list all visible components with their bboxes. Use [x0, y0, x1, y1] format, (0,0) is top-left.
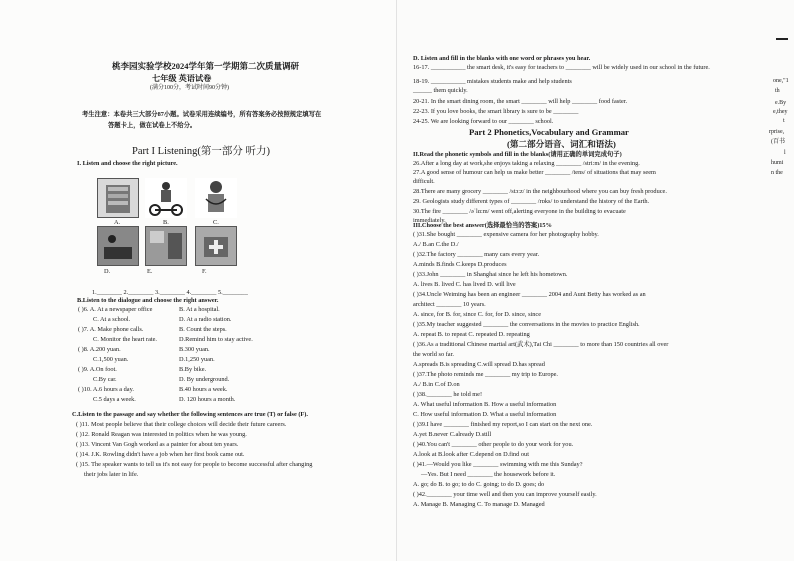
fill-20-21: 20-21. In the smart dining room, the smart ________ will help ________ food faster. [413, 98, 628, 105]
mc-40-options: A.look at B.look after C.depend on D.find out [413, 451, 529, 458]
mc-41-options: A. go; do B. to go; to do C. going; to do D. goes; do [413, 481, 545, 488]
mc-38-options-cd: C. How useful information D. What a useful information [413, 411, 557, 418]
section-ii-title: II.Read the phonetic symbols and fill in the blanks(请用正确的单词完成句子) [413, 151, 622, 158]
edge-fragment: n the [771, 170, 783, 176]
statement-15-cont: their jobs later in life. [84, 471, 139, 478]
exam-meta: (满分100分，考试时间90分钟) [150, 85, 229, 91]
part2-title: Part 2 Phonetics,Vocabulary and Grammar [469, 127, 629, 137]
picture-e [145, 226, 187, 266]
section-d-title: D. Listen and fill in the blanks with one word or phrases you hear. [413, 55, 591, 62]
part2-subtitle: (第二部分语音、词汇和语法) [507, 139, 616, 149]
option-8a: ( )8. A.200 yuan. [78, 346, 121, 353]
option-8d: D.1,250 yuan. [179, 356, 215, 363]
office-icon [146, 227, 186, 265]
picture-label-e: E. [147, 268, 153, 275]
phonetic-30-cont: immediately. [413, 217, 446, 224]
part1-title: Part I Listening(第一部分 听力) [132, 146, 270, 157]
edge-fragment: (百书 [771, 139, 785, 145]
section-b-title: B.Listen to the dialogue and choose the right answer. [77, 297, 219, 304]
option-7b: B. Count the steps. [179, 326, 227, 333]
section-c-title: C.Listen to the passage and say whether the following sentences are true (T) or false (F). [72, 411, 308, 418]
mc-37-options: A./ B.in C.of D.on [413, 381, 460, 388]
mc-35-options: A. repeat B. to repeat C. repeated D. repeating [413, 331, 530, 338]
statement-11: ( )11. Most people believe that their college choices will decide their future careers. [76, 421, 287, 428]
statement-15: ( )15. The speaker wants to tell us it's not easy for people to become successful after changing [76, 461, 313, 468]
edge-fragment: t [783, 118, 785, 124]
option-10a: ( )10. A.6 hours a day. [78, 386, 134, 393]
mc-33: ( )33.John ________ in Shanghai since he left his hometown. [413, 271, 568, 278]
picture-a [97, 178, 139, 218]
option-10b: B.40 hours a week. [179, 386, 228, 393]
picture-label-f: F. [202, 268, 207, 275]
option-6c: C. At a school. [93, 316, 131, 323]
edge-fragment: th [775, 88, 780, 94]
picture-d [97, 226, 139, 266]
mc-41-cont: —Yes. But I need ________ the housework before it. [421, 471, 556, 478]
mc-36-cont: the world so far. [413, 351, 454, 358]
mc-34: ( )34.Uncle Weiming has been an engineer ________ 2004 and Aunt Betty has worked as an [413, 291, 646, 298]
hospital-icon [196, 227, 236, 265]
option-9d: D. By underground. [179, 376, 230, 383]
edge-fragment: e,they [773, 109, 788, 115]
fill-22-23: 22-23. If you love books, the smart library is sure to be ________ [413, 108, 579, 115]
option-7c: C. Monitor the heart rate. [93, 336, 157, 343]
mc-34-options: A. since, for B. for, since C. for, for D. since, since [413, 311, 542, 318]
notice-line-1: 考生注意：本卷共三大部分87小题。试卷采用连续编号，所有答案务必按照规定填写在 [82, 111, 322, 118]
edge-mark [776, 38, 788, 40]
picture-label-b: B. [163, 219, 169, 226]
section-i-answer-blanks: 1.________ 2.________ 3.________ 4.________ 5.________ [92, 289, 248, 296]
section-i-title: I. Listen and choose the right picture. [77, 160, 178, 167]
phonetic-30: 30.The fire ________ /əˈlɑ:m/ went off,alerting everyone in the building to evacuate [413, 208, 626, 215]
exam-title: 桃李园实验学校2024学年第一学期第二次质量调研 [112, 61, 300, 71]
option-7a: ( )7. A. Make phone calls. [78, 326, 144, 333]
mc-38-options-ab: A. What useful information B. How a useful information [413, 401, 557, 408]
doctor-icon [196, 179, 236, 217]
edge-fragment: e.By [775, 100, 787, 106]
option-8c: C.1,500 yuan. [93, 356, 129, 363]
mc-36-options: A.spreads B.is spreading C.will spread D.has spread [413, 361, 545, 368]
mc-31: ( )31.She bought ________ expensive camera for her photography hobby. [413, 231, 599, 238]
statement-14: ( )14. J.K. Rowling didn't have a job when her first book came out. [76, 451, 245, 458]
fill-18-19: 18-19. ___________ mistakes students make and help students [413, 78, 572, 85]
edge-fragment: humi [771, 160, 784, 166]
phonetic-29: 29. Geologists study different types of ________ /rɒks/ to understand the history of the Earth. [413, 198, 650, 205]
mc-32: ( )32.The factory ________ many cars every year. [413, 251, 540, 258]
option-7d: D.Remind him to stay active. [179, 336, 253, 343]
mc-31-options: A./ B.an C.the D./ [413, 241, 459, 248]
fill-18-19-cont: ______ them quickly. [413, 87, 468, 94]
mc-37: ( )37.The photo reminds me ________ my trip to Europe. [413, 371, 558, 378]
option-9a: ( )9. A.On foot. [78, 366, 117, 373]
statement-12: ( )12. Ronald Reagan was interested in politics when he was young. [76, 431, 247, 438]
phonetic-28: 28.There are many grocery ________ /stɔ:z/ in the neighbourhood where you can buy fresh produce. [413, 188, 667, 195]
edge-fragment: rprise, [769, 129, 785, 135]
mc-40: ( )40.You can't ________ other people to do your work for you. [413, 441, 574, 448]
phonetic-26: 26.After a long day at work,she enjoys taking a relaxing ________ /stri:m/ in the evening. [413, 160, 640, 167]
right-page [397, 0, 794, 561]
picture-label-c: C. [213, 219, 219, 226]
option-6a: ( )6. A. At a newspaper office [78, 306, 153, 313]
section-iii-title: III.Choose the best answer(选择最恰当的答案)15% [413, 222, 552, 229]
fill-24-25: 24-25. We are looking forward to our ________ school. [413, 118, 554, 125]
picture-c [195, 178, 237, 218]
option-6b: B. At a hospital. [179, 306, 220, 313]
radio-studio-icon [98, 227, 138, 265]
mc-36: ( )36.As a traditional Chinese martial art(武术),Tai Chi ________ to more than 150 countries all over [413, 341, 669, 348]
books-icon [98, 179, 138, 217]
mc-42-options: A. Manage B. Managing C. To manage D. Managed [413, 501, 545, 508]
mc-34-cont: architect ________ 10 years. [413, 301, 486, 308]
exam-subtitle: 七年级 英语试卷 [152, 74, 212, 83]
notice-line-2: 答题卡上，做在试卷上不给分。 [108, 122, 197, 129]
option-9c: C.By car. [93, 376, 117, 383]
option-8b: B.300 yuan. [179, 346, 210, 353]
mc-32-options: A.minds B.finds C.keeps D.produces [413, 261, 507, 268]
option-10c: C.5 days a week. [93, 396, 136, 403]
mc-38: ( )38.________ he told me! [413, 391, 483, 398]
mc-41: ( )41.—Would you like ________ swimming with me this Sunday? [413, 461, 583, 468]
statement-13: ( )13. Vincent Van Gogh worked as a painter for about ten years. [76, 441, 239, 448]
mc-39: ( )39.I have ________ finished my report,so I can start on the next one. [413, 421, 593, 428]
picture-label-a: A. [114, 219, 121, 226]
fill-16-17: 16-17. ___________ the smart desk, it's easy for teachers to ________ will be widely used in our school in the future. [413, 64, 710, 71]
option-10d: D. 120 hours a month. [179, 396, 236, 403]
picture-f [195, 226, 237, 266]
mc-42: ( )42.________ your time well and then you can improve yourself easily. [413, 491, 597, 498]
edge-fragment: one,"1 [773, 78, 789, 84]
mc-39-options: A.yet B.never C.already D.still [413, 431, 492, 438]
picture-label-d: D. [104, 268, 111, 275]
mc-35: ( )35.My teacher suggested ________ the conversations in the movies to practice English. [413, 321, 640, 328]
edge-fragment: l [784, 150, 786, 156]
phonetic-27-cont: difficult. [413, 178, 435, 185]
option-9b: B.By bike. [179, 366, 207, 373]
mc-33-options: A. lives B. lived C. has lived D. will live [413, 281, 516, 288]
phonetic-27: 27.A good sense of humour can help us make better ________ /tens/ of situations that may seem [413, 169, 656, 176]
option-6d: D. At a radio station. [179, 316, 232, 323]
picture-b [145, 178, 187, 218]
courier-bike-icon [146, 179, 186, 217]
